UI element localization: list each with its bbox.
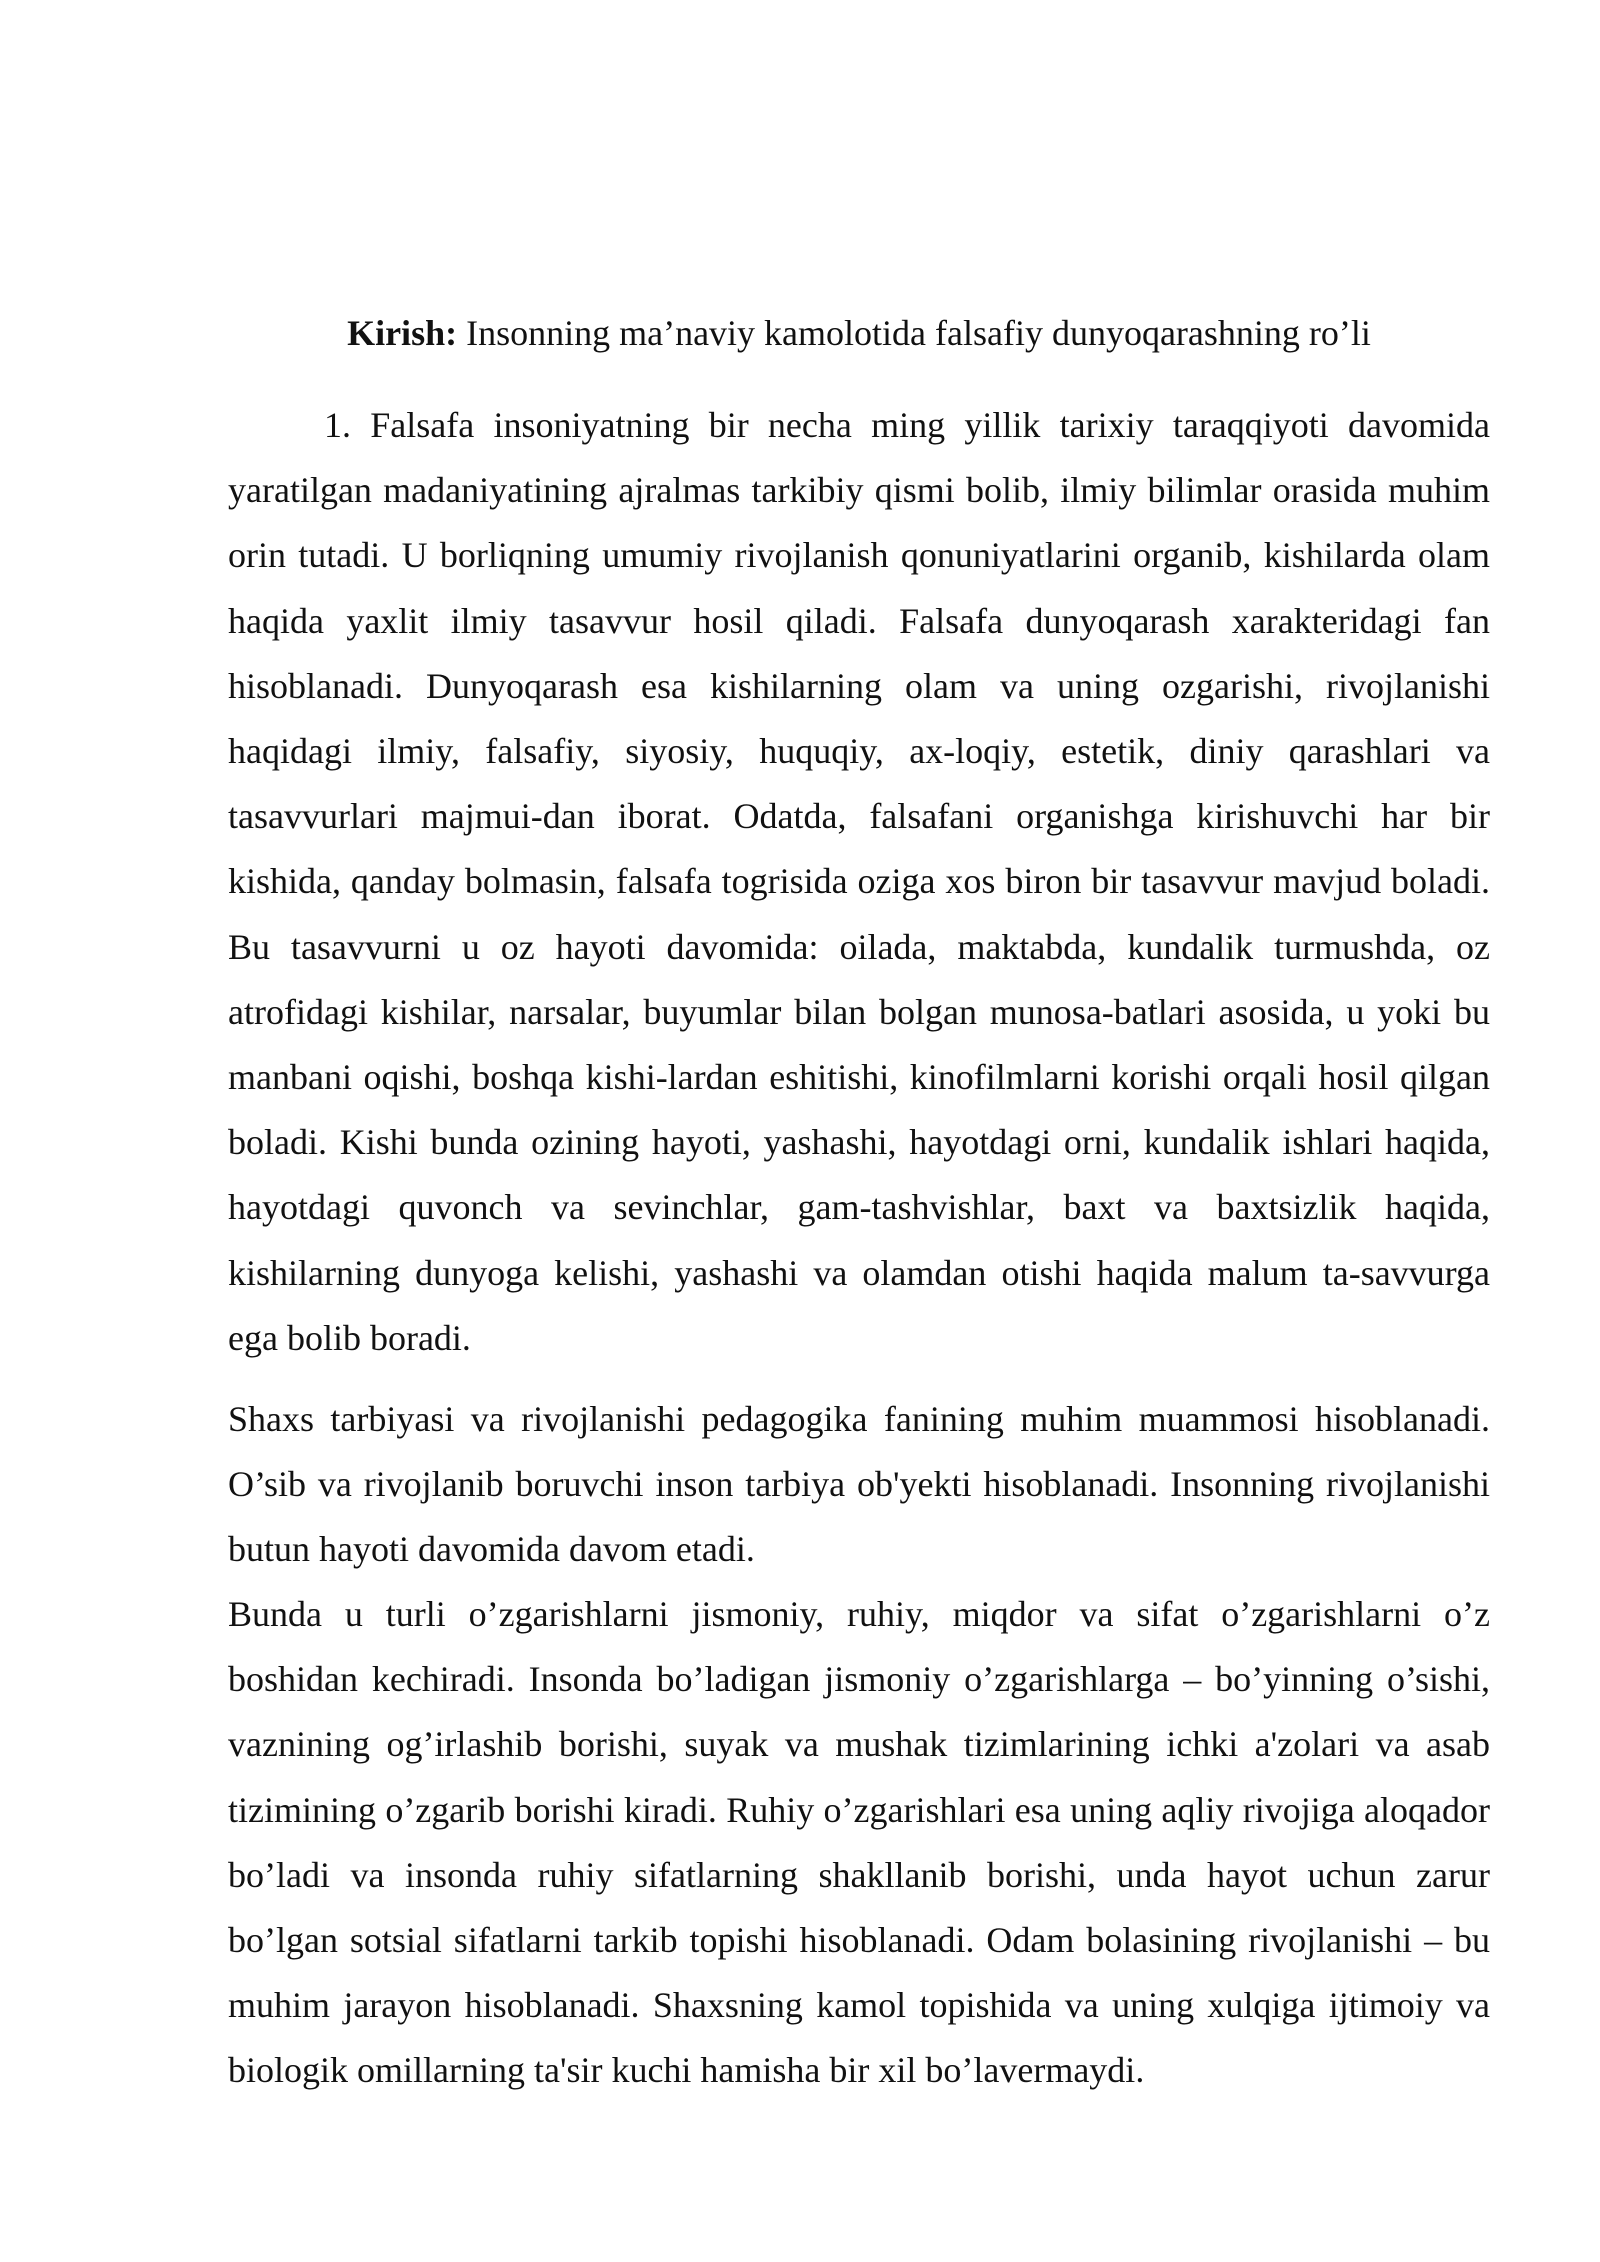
paragraph-1: 1. Falsafa insoniyatning bir necha ming yillik tarixiy taraqqiyoti davomida yaratilgan madaniyatining ajralmas tarkibiy qismi bolib, ilmiy bilimlar orasida muhim orin tutadi. U borliqning umumiy rivojlanish qonuniyatlarini organib, kishilarda olam haqida yaxlit ilmiy tasavvur hosil qiladi. Falsafa dunyoqarash xarakteridagi fan hisoblanadi. Dunyoqarash esa kishilarning olam va uning ozgarishi, rivojlanishi haqidagi ilmiy, falsafiy, siyosiy, huquqiy, ax-loqiy, estetik, diniy qarashlari va tasavvurlari majmui-dan iborat. Odatda, falsafani organishga kirishuvchi har bir kishida, qanday bolmasin, falsafa togrisida oziga xos biron bir tasavvur mavjud boladi. Bu tasavvurni u oz hayoti davomida: oilada, maktabda, kundalik turmushda, oz atrofidagi kishilar, narsalar, buyumlar bilan bolgan munosa-batlari asosida, u yoki bu manbani oqishi, boshqa kishi-lardan eshitishi, kinofilmlarni korishi orqali hosil qilgan boladi. Kishi bunda ozining hayoti, yashashi, hayotdagi orni, kundalik ishlari haqida, hayotdagi quvonch va sevinchlar, gam-tashvishlar, baxt va baxtsizlik haqida, kishilarning dunyoga kelishi, yashashi va olamdan otishi haqida malum ta-savvurga ega bolib boradi.	[228, 405, 1490, 1358]
heading-label: Kirish:	[347, 313, 458, 353]
heading-title: Insonning ma’naviy kamolotida falsafiy dunyoqarashning ro’li	[466, 313, 1371, 353]
section-heading	[228, 308, 1490, 358]
paragraph-3: Bunda u turli o’zgarishlarni jismoniy, ruhiy, miqdor va sifat o’zgarishlarni o’z boshidan kechiradi. Insonda bo’ladigan jismoniy o’zgarishlarga – bo’yinning o’sishi, vaznining og’irlashib borishi, suyak va mushak tizimlarining ichki a'zolari va asab tizimining o’zgarib borishi kiradi. Ruhiy o’zgarishlari esa uning aqliy rivojiga aloqador bo’ladi va insonda ruhiy sifatlarning shakllanib borishi, unda hayot uchun zarur bo’lgan sotsial sifatlarni tarkib topishi hisoblanadi. Odam bolasining rivojlanishi – bu muhim jarayon hisoblanadi. Shaxsning kamol topishida va uning xulqiga ijtimoiy va biologik omillarning ta'sir kuchi hamisha bir xil bo’lavermaydi.	[228, 1594, 1490, 2091]
paragraph-2: Shaxs tarbiyasi va rivojlanishi pedagogika fanining muhim muammosi hisoblanadi. O’sib va rivojlanib boruvchi inson tarbiya ob'yekti hisoblanadi. Insonning rivojlanishi butun hayoti davomida davom etadi.	[228, 1399, 1490, 1570]
